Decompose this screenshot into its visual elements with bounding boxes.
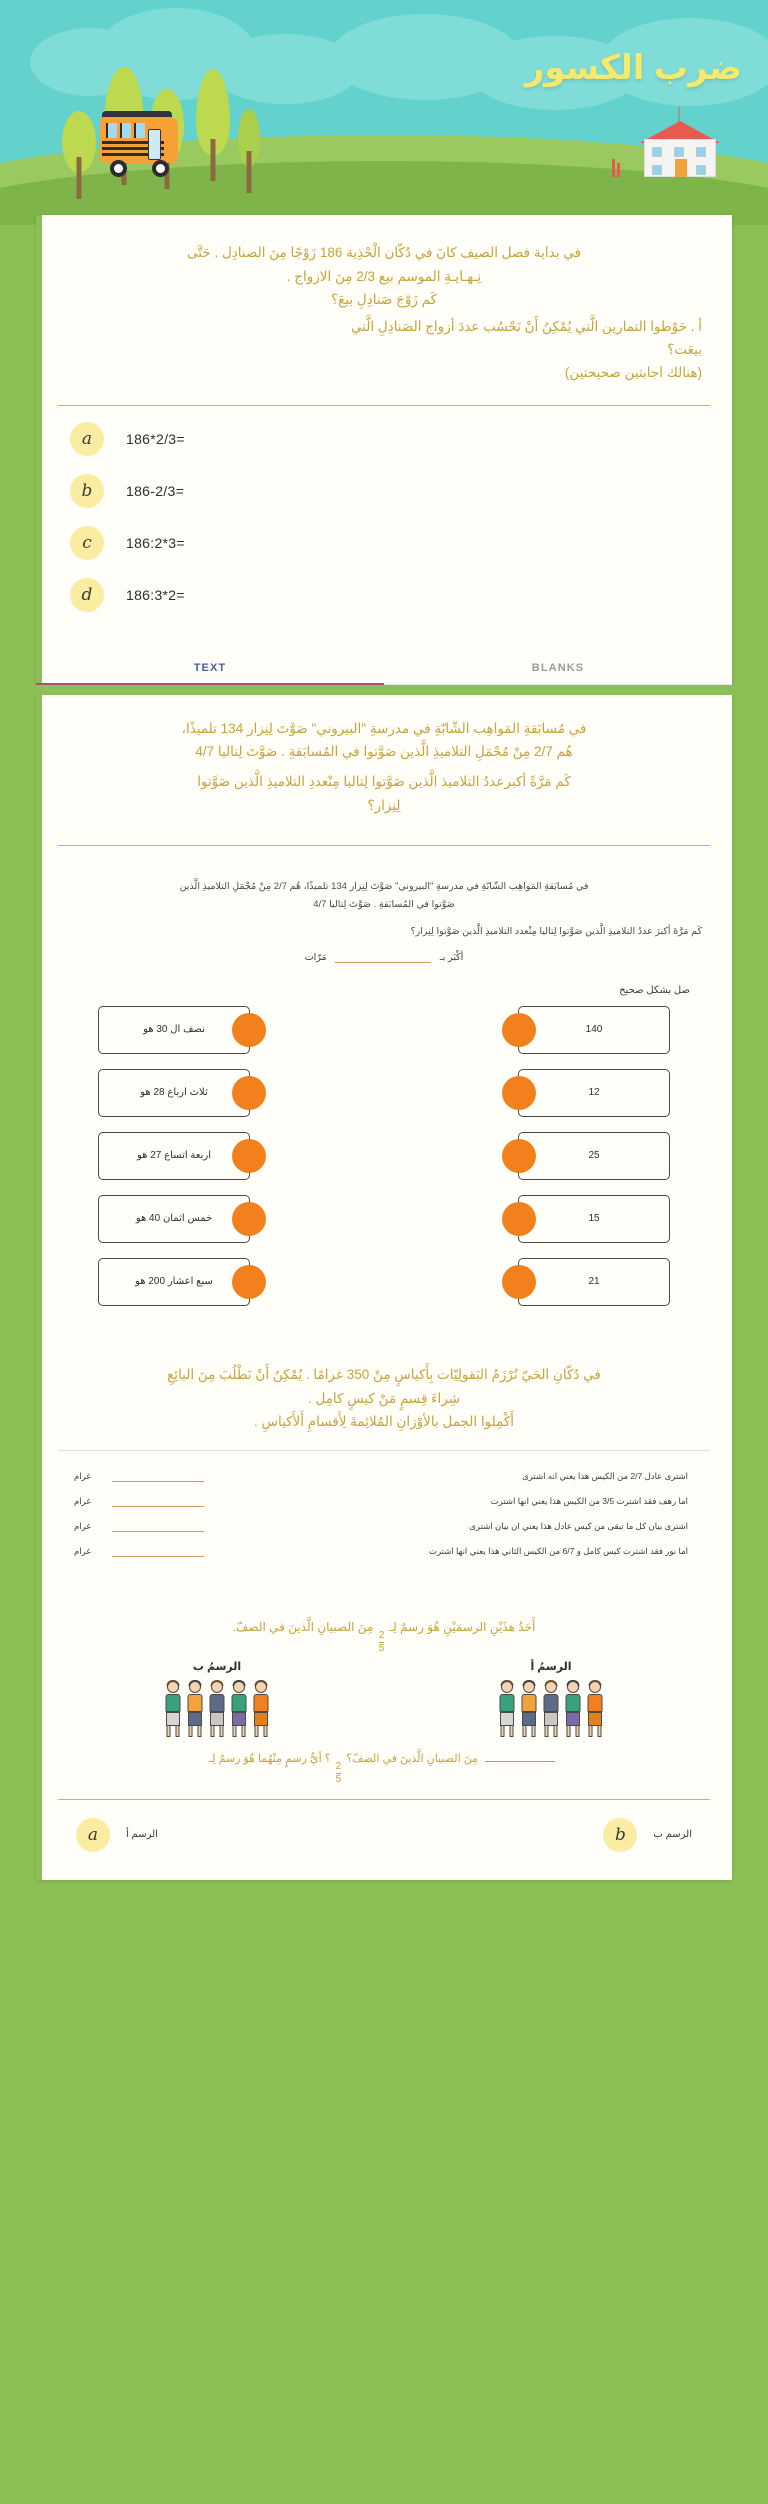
option-label-b: 186-2/3= — [126, 482, 185, 499]
q1-line-6: (هنالك اجابتين صحيحتين) — [564, 364, 702, 380]
match-right-item[interactable] — [518, 1006, 670, 1054]
question-4-block — [36, 1321, 732, 1440]
fill-row-unit: غرام — [74, 1470, 91, 1481]
option-bullet-a: a — [76, 1818, 110, 1852]
q5-statement-part-a: أَحَدُ هذَيْنِ الرسمَيْنِ هُوَ رسمٌ لِـ — [389, 1619, 536, 1634]
tree-icon — [196, 69, 230, 155]
panel-b-kids-group — [63, 1677, 370, 1739]
match-right-item[interactable] — [518, 1258, 670, 1306]
tree-icon — [62, 111, 96, 173]
match-left-label: نصف ال 30 هو — [143, 1024, 205, 1036]
match-left-item[interactable] — [98, 1258, 250, 1306]
match-left-item[interactable] — [98, 1132, 250, 1180]
fill-row-input[interactable] — [112, 1496, 204, 1507]
q3-line-1: في مُسابَقةِ المَواهِب الشّابّةِ في مدرسةِ "البيروني" صَوَّتَ لِنِزار 134 تلميذًا، هُم 2/7 مِنْ مُجْمَلِ التلاميذِ الَّذين — [179, 881, 589, 893]
fraction-two-fifths — [379, 1631, 385, 1654]
q5-option-b[interactable] — [603, 1818, 692, 1852]
left-accent-rail — [36, 215, 42, 1880]
fill-row-input[interactable] — [112, 1546, 204, 1557]
option-label-b: الرسم ب — [653, 1829, 692, 1841]
fill-row — [66, 1546, 702, 1557]
divider-rule — [58, 1799, 710, 1800]
q5-question-line — [36, 1739, 732, 1785]
q3-answer-prefix: أكْبَر بـ — [439, 951, 464, 963]
kid-figure — [519, 1681, 538, 1739]
question-1-block — [36, 215, 732, 391]
tree-icon — [238, 109, 260, 167]
q3-answer-row — [66, 951, 702, 963]
q5-answer-blank[interactable] — [485, 1752, 555, 1762]
match-left-label: سبع اعشار 200 هو — [135, 1276, 213, 1288]
match-row — [56, 1006, 712, 1054]
match-right-item[interactable] — [518, 1069, 670, 1117]
view-tabs — [36, 650, 732, 685]
fill-row-unit: غرام — [74, 1545, 91, 1556]
match-row — [56, 1069, 712, 1117]
q1-line-2: نِـهـايـةِ الموسم بيع 2/3 مِنَ الازواج . — [286, 268, 482, 284]
kid-figure — [229, 1681, 248, 1739]
match-connector-dot[interactable] — [232, 1076, 266, 1110]
option-bullet-a: a — [70, 422, 104, 456]
match-row — [56, 1132, 712, 1180]
fill-row — [66, 1521, 702, 1532]
q5-statement — [36, 1577, 732, 1654]
fill-row — [66, 1496, 702, 1507]
q5-footer-part-b: مِنَ الصبيانِ الَّذينَ في الصفّ؟ — [346, 1752, 478, 1765]
tab-blanks[interactable]: BLANKS — [531, 661, 585, 674]
q1-option-d[interactable] — [70, 578, 698, 612]
match-right-label: 140 — [585, 1024, 603, 1036]
panel-a-title: الرسمُ أ — [530, 1660, 572, 1673]
match-right-item[interactable] — [518, 1132, 670, 1180]
divider-rule — [58, 405, 710, 406]
divider-rule — [58, 1450, 710, 1451]
section-divider — [6, 685, 762, 695]
drawing-panel-b — [63, 1660, 370, 1739]
q1-line-1: في بداية فصل الصيف كانَ في دُكّان الْحْذِية 186 زَوْجًا مِنَ الصنادِل . حَتَّى — [187, 245, 581, 260]
school-bus-icon — [100, 107, 186, 173]
fill-row-text: اشترى عادل 2/7 من الكيس هذا يعني انه اشترى — [522, 1470, 688, 1481]
match-right-label: 15 — [588, 1213, 600, 1225]
kid-figure — [207, 1681, 226, 1739]
match-right-label: 12 — [588, 1087, 600, 1099]
option-label-a: الرسم أ — [126, 1829, 158, 1841]
q4-line-2: شِراءَ قِسمٍ مَنْ كيسٍ كامِل . — [307, 1390, 461, 1406]
q1-line-3: كَم زَوْجَ صَنادِلِ بيعَ؟ — [330, 292, 438, 308]
match-connector-dot[interactable] — [502, 1265, 536, 1299]
match-left-item[interactable] — [98, 1195, 250, 1243]
match-connector-dot[interactable] — [232, 1265, 266, 1299]
match-connector-dot[interactable] — [232, 1139, 266, 1173]
q2-line-4: لِنِزار؟ — [367, 797, 401, 813]
match-connector-dot[interactable] — [232, 1202, 266, 1236]
q3-answer-suffix: مَرّات — [304, 951, 327, 963]
fill-row-text: اما رهف فقد اشترت 3/5 من الكيس هذا يعني انها اشترت — [490, 1495, 688, 1506]
question-3-block — [36, 852, 732, 969]
question-2-block — [36, 695, 732, 824]
q3-line-3: كَم مَرَّةَ أكبرَ عددُ التلاميذِ الَّذين صَوَّتوا لِتاليا مِنْعدد التلاميذِ الَّذين صَوَّتوا لِنِزار؟ — [410, 926, 702, 938]
option-label-a: 186*2/3= — [126, 430, 185, 447]
matching-exercise — [36, 1006, 732, 1306]
option-label-c: 186:2*3= — [126, 534, 185, 551]
divider-rule — [58, 845, 710, 846]
kid-figure — [163, 1681, 182, 1739]
school-building-icon — [644, 115, 716, 177]
q2-line-1: في مُسابَقةِ المَواهِب الشّابّةِ في مدرسةِ "البيروني" صَوَّتَ لِنِزار 134 تلميذًا، — [181, 720, 587, 736]
option-bullet-b: b — [70, 474, 104, 508]
match-right-item[interactable] — [518, 1195, 670, 1243]
q2-line-3: كَم مَرَّةً أكبرعددُ التلاميذ الَّذين صَوَّتوا لِتاليا مِنْعددِ التلاميذِ الَّذين صَوَّتوا — [197, 773, 571, 789]
fill-row — [66, 1471, 702, 1482]
kid-figure — [251, 1681, 270, 1739]
fraction-two-fifths — [336, 1762, 342, 1785]
option-bullet-d: d — [70, 578, 104, 612]
q3-answer-input[interactable] — [335, 951, 431, 963]
option-bullet-c: c — [70, 526, 104, 560]
worksheet-panel — [36, 215, 732, 1880]
fraction-numerator: 2 — [335, 1760, 342, 1772]
match-left-label: خمس اثمان 40 هو — [135, 1213, 213, 1225]
matching-instruction: صل بشكل صحيح — [619, 984, 690, 996]
bottom-spacer — [0, 1880, 768, 1906]
option-bullet-b: b — [603, 1818, 637, 1852]
kid-figure — [497, 1681, 516, 1739]
fraction-numerator: 2 — [378, 1629, 385, 1641]
fence-icon — [612, 159, 622, 177]
fraction-denominator: 5 — [378, 1642, 385, 1654]
match-row — [56, 1258, 712, 1306]
q3-line-2: صَوَّتوا في المُسابَقةِ . صَوَّتَ لِتاليا 4/7 — [313, 898, 455, 910]
kid-figure — [585, 1681, 604, 1739]
q5-option-a[interactable] — [76, 1818, 158, 1852]
q4-line-3: أَكْمِلوا الجمل بالأوْزانِ المُلائِمةَ لِأَقسامِ أَلأَكياسِ . — [253, 1414, 515, 1430]
q1-options-list — [36, 412, 732, 636]
match-row — [56, 1195, 712, 1243]
kid-figure — [563, 1681, 582, 1739]
q1-option-c[interactable] — [70, 526, 698, 560]
panel-b-title: الرسمُ ب — [192, 1660, 242, 1673]
kid-figure — [541, 1681, 560, 1739]
match-left-label: اربعة اتساع 27 هو — [137, 1150, 211, 1162]
q1-option-b[interactable] — [70, 474, 698, 508]
q1-line-5: بيعَت؟ — [667, 341, 702, 357]
match-left-label: ثلاث ارباع 28 هو — [140, 1087, 208, 1099]
match-left-item[interactable] — [98, 1006, 250, 1054]
panel-a-kids-group — [397, 1677, 704, 1739]
q5-options-list — [36, 1806, 732, 1856]
kid-figure — [185, 1681, 204, 1739]
fill-row-unit: غرام — [74, 1495, 91, 1506]
fraction-denominator: 5 — [335, 1773, 342, 1785]
fill-row-text: اما نور فقد اشترت كيس كامل و 6/7 من الكيس الثاني هذا يعني انها اشترت — [428, 1545, 688, 1556]
match-connector-dot[interactable] — [502, 1202, 536, 1236]
drawing-panel-a — [397, 1660, 704, 1739]
q5-drawing-panels — [36, 1654, 732, 1739]
q2-line-2: هُم 2/7 مِنْ مُجْمَلِ التلاميذِ الَّذين صَوَّتوا في المُسابَقةِ . صَوَّتَ لِتاليا 4/7 — [195, 744, 573, 760]
match-right-label: 25 — [588, 1150, 600, 1162]
q4-line-1: في دُكّانِ الحَيّ تُرْزَمُ البَقولِيّات بِأَكياسٍ مِنْ 350 غرامًا . يُمْكِنُ أَنْ نَطْلُبَ مِنَ البائِعِ — [167, 1366, 601, 1382]
match-connector-dot[interactable] — [232, 1013, 266, 1047]
tab-text[interactable]: TEXT — [36, 650, 384, 684]
q5-statement-part-b: مِنَ الصبيانِ الَّذينَ في الصفّ. — [232, 1619, 374, 1634]
fill-row-input[interactable] — [112, 1521, 204, 1532]
match-left-item[interactable] — [98, 1069, 250, 1117]
fill-row-input[interactable] — [112, 1471, 204, 1482]
match-connector-dot[interactable] — [502, 1076, 536, 1110]
option-label-d: 186:3*2= — [126, 586, 185, 603]
match-connector-dot[interactable] — [502, 1139, 536, 1173]
page-title: ضرب الكسور — [524, 49, 742, 87]
hero-banner — [0, 0, 768, 225]
fill-row-text: اشترى بيان كل ما تبقى من كيس عادل هذا يعني ان بيان اشترى — [469, 1520, 688, 1531]
q1-option-a[interactable] — [70, 422, 698, 456]
fill-row-unit: غرام — [74, 1520, 91, 1531]
match-right-label: 21 — [588, 1276, 600, 1288]
q1-line-4: أ . حَوْطوا التمارين الَّتي يُمْكِنُ أَنْ نَحْسُب عددَ أزواج الصَنادِلِ الَّتي — [350, 318, 702, 334]
match-connector-dot[interactable] — [502, 1013, 536, 1047]
q4-fill-rows — [36, 1457, 732, 1577]
q5-footer-part-a: ؟ أيُّ رسمٍ مِنْهُما هُوَ رسمٌ لِـ — [208, 1752, 331, 1765]
